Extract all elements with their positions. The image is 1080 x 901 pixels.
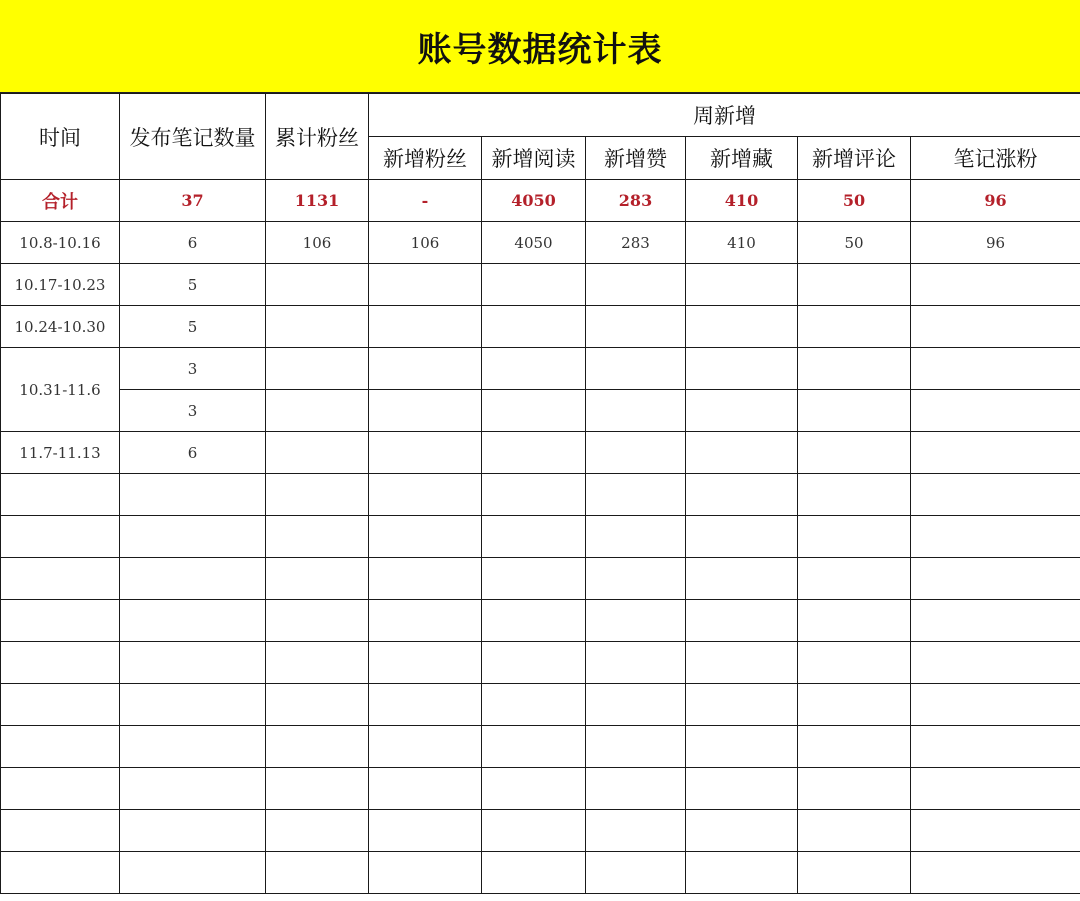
empty-cell [482, 726, 586, 768]
table-cell [911, 264, 1080, 306]
empty-cell [120, 684, 266, 726]
empty-cell [482, 768, 586, 810]
header-new-reads: 新增阅读 [482, 137, 586, 180]
total-label: 合计 [1, 180, 120, 222]
empty-cell [482, 600, 586, 642]
table-cell [586, 390, 686, 432]
header-notes-count: 发布笔记数量 [120, 94, 266, 180]
empty-cell [686, 726, 798, 768]
table-cell [266, 432, 369, 474]
table-cell: 283 [586, 180, 686, 222]
table-cell [686, 264, 798, 306]
table-cell [266, 348, 369, 390]
empty-cell [586, 726, 686, 768]
table-cell: 37 [120, 180, 266, 222]
empty-cell [686, 642, 798, 684]
empty-cell [798, 810, 911, 852]
header-time: 时间 [1, 94, 120, 180]
empty-cell [266, 726, 369, 768]
empty-cell [482, 558, 586, 600]
table-cell [586, 306, 686, 348]
empty-cell [686, 810, 798, 852]
table-cell: 106 [266, 222, 369, 264]
table-cell [686, 390, 798, 432]
table-cell [482, 306, 586, 348]
table-cell: 96 [911, 222, 1080, 264]
empty-cell [120, 516, 266, 558]
table-cell [369, 306, 482, 348]
empty-cell [369, 684, 482, 726]
header-new-comments: 新增评论 [798, 137, 911, 180]
empty-cell [482, 642, 586, 684]
table-cell: 410 [686, 180, 798, 222]
empty-cell [911, 642, 1080, 684]
table-cell [482, 264, 586, 306]
table-cell: 5 [120, 306, 266, 348]
empty-cell [120, 768, 266, 810]
empty-cell [369, 642, 482, 684]
table-cell: 4050 [482, 180, 586, 222]
empty-cell [266, 852, 369, 894]
empty-cell [266, 516, 369, 558]
table-cell [586, 264, 686, 306]
empty-cell [482, 810, 586, 852]
empty-cell [798, 852, 911, 894]
header-note-fans-gain: 笔记涨粉 [911, 137, 1080, 180]
table-cell [369, 264, 482, 306]
empty-cell [369, 726, 482, 768]
empty-cell [369, 852, 482, 894]
table-cell [798, 264, 911, 306]
empty-cell [369, 558, 482, 600]
table-row [1, 306, 1080, 348]
period-cell: 10.31-11.6 [1, 348, 120, 432]
table-cell: 6 [120, 222, 266, 264]
empty-row [1, 642, 1080, 684]
empty-cell [266, 768, 369, 810]
empty-cell [1, 642, 120, 684]
empty-cell [482, 474, 586, 516]
empty-cell [266, 684, 369, 726]
empty-cell [586, 810, 686, 852]
empty-cell [586, 474, 686, 516]
empty-cell [798, 684, 911, 726]
total-row [1, 180, 1080, 222]
page-title: 账号数据统计表 [417, 29, 663, 70]
table-cell [586, 348, 686, 390]
table-cell [798, 306, 911, 348]
empty-cell [911, 516, 1080, 558]
table-cell: 3 [120, 390, 266, 432]
empty-cell [120, 726, 266, 768]
empty-cell [120, 474, 266, 516]
table-cell [266, 306, 369, 348]
empty-cell [686, 516, 798, 558]
empty-cell [911, 474, 1080, 516]
empty-cell [482, 852, 586, 894]
empty-cell [266, 810, 369, 852]
table-row [1, 264, 1080, 306]
table-cell [482, 390, 586, 432]
empty-cell [266, 558, 369, 600]
empty-row [1, 600, 1080, 642]
empty-cell [798, 516, 911, 558]
empty-cell [369, 600, 482, 642]
table-cell [266, 264, 369, 306]
table-cell [798, 390, 911, 432]
empty-cell [911, 684, 1080, 726]
table-cell [586, 432, 686, 474]
empty-cell [911, 726, 1080, 768]
empty-cell [266, 600, 369, 642]
table-cell [686, 348, 798, 390]
empty-cell [369, 810, 482, 852]
header-new-fans: 新增粉丝 [369, 137, 482, 180]
empty-cell [798, 600, 911, 642]
empty-cell [911, 558, 1080, 600]
empty-cell [482, 516, 586, 558]
table-cell [686, 306, 798, 348]
table-row [1, 390, 1080, 432]
empty-cell [266, 474, 369, 516]
empty-cell [586, 768, 686, 810]
title-bar [0, 0, 1080, 93]
empty-cell [686, 684, 798, 726]
empty-cell [1, 558, 120, 600]
table-row [1, 222, 1080, 264]
table-cell [911, 306, 1080, 348]
table-cell [798, 432, 911, 474]
table-cell: 6 [120, 432, 266, 474]
empty-cell [482, 684, 586, 726]
empty-cell [120, 558, 266, 600]
table-cell [911, 390, 1080, 432]
period-cell: 10.8-10.16 [1, 222, 120, 264]
header-weekly-group: 周新增 [369, 94, 1080, 137]
header-new-saves: 新增藏 [686, 137, 798, 180]
empty-cell [911, 768, 1080, 810]
empty-cell [798, 558, 911, 600]
empty-row [1, 516, 1080, 558]
empty-row [1, 558, 1080, 600]
table-cell [911, 348, 1080, 390]
table-row [1, 432, 1080, 474]
empty-cell [586, 642, 686, 684]
empty-cell [120, 600, 266, 642]
table-cell [266, 390, 369, 432]
empty-cell [1, 600, 120, 642]
empty-cell [586, 684, 686, 726]
empty-cell [911, 600, 1080, 642]
empty-cell [1, 516, 120, 558]
table-cell: 1131 [266, 180, 369, 222]
empty-cell [798, 474, 911, 516]
empty-cell [1, 810, 120, 852]
empty-cell [686, 474, 798, 516]
empty-row [1, 726, 1080, 768]
empty-cell [911, 810, 1080, 852]
empty-cell [369, 474, 482, 516]
empty-row [1, 852, 1080, 894]
empty-row [1, 684, 1080, 726]
empty-cell [586, 516, 686, 558]
empty-cell [1, 474, 120, 516]
table-cell: 3 [120, 348, 266, 390]
empty-cell [911, 852, 1080, 894]
table-cell [911, 432, 1080, 474]
table-cell: 4050 [482, 222, 586, 264]
empty-cell [1, 852, 120, 894]
empty-cell [798, 642, 911, 684]
table-cell [686, 432, 798, 474]
table-cell: 283 [586, 222, 686, 264]
empty-cell [1, 726, 120, 768]
empty-cell [586, 852, 686, 894]
table-cell: 96 [911, 180, 1080, 222]
empty-row [1, 810, 1080, 852]
empty-cell [1, 684, 120, 726]
empty-cell [120, 810, 266, 852]
table-cell: 106 [369, 222, 482, 264]
empty-cell [586, 558, 686, 600]
table-cell [369, 348, 482, 390]
empty-cell [686, 852, 798, 894]
table-cell: 50 [798, 222, 911, 264]
empty-cell [686, 558, 798, 600]
header-new-likes: 新增赞 [586, 137, 686, 180]
period-cell: 10.24-10.30 [1, 306, 120, 348]
empty-cell [798, 726, 911, 768]
period-cell: 10.17-10.23 [1, 264, 120, 306]
table-cell [482, 432, 586, 474]
empty-cell [586, 600, 686, 642]
empty-cell [120, 852, 266, 894]
table-cell: 5 [120, 264, 266, 306]
empty-cell [798, 768, 911, 810]
empty-cell [686, 600, 798, 642]
empty-cell [686, 768, 798, 810]
table-cell: - [369, 180, 482, 222]
table-cell [798, 348, 911, 390]
period-cell: 11.7-11.13 [1, 432, 120, 474]
empty-cell [120, 642, 266, 684]
header-total-fans: 累计粉丝 [266, 94, 369, 180]
table-row [1, 348, 1080, 390]
table-cell: 410 [686, 222, 798, 264]
empty-cell [1, 768, 120, 810]
empty-row [1, 768, 1080, 810]
empty-row [1, 474, 1080, 516]
table-cell [482, 348, 586, 390]
stats-table [0, 93, 1080, 894]
table-cell [369, 390, 482, 432]
empty-cell [266, 642, 369, 684]
empty-cell [369, 768, 482, 810]
table-cell [369, 432, 482, 474]
table-cell: 50 [798, 180, 911, 222]
empty-cell [369, 516, 482, 558]
